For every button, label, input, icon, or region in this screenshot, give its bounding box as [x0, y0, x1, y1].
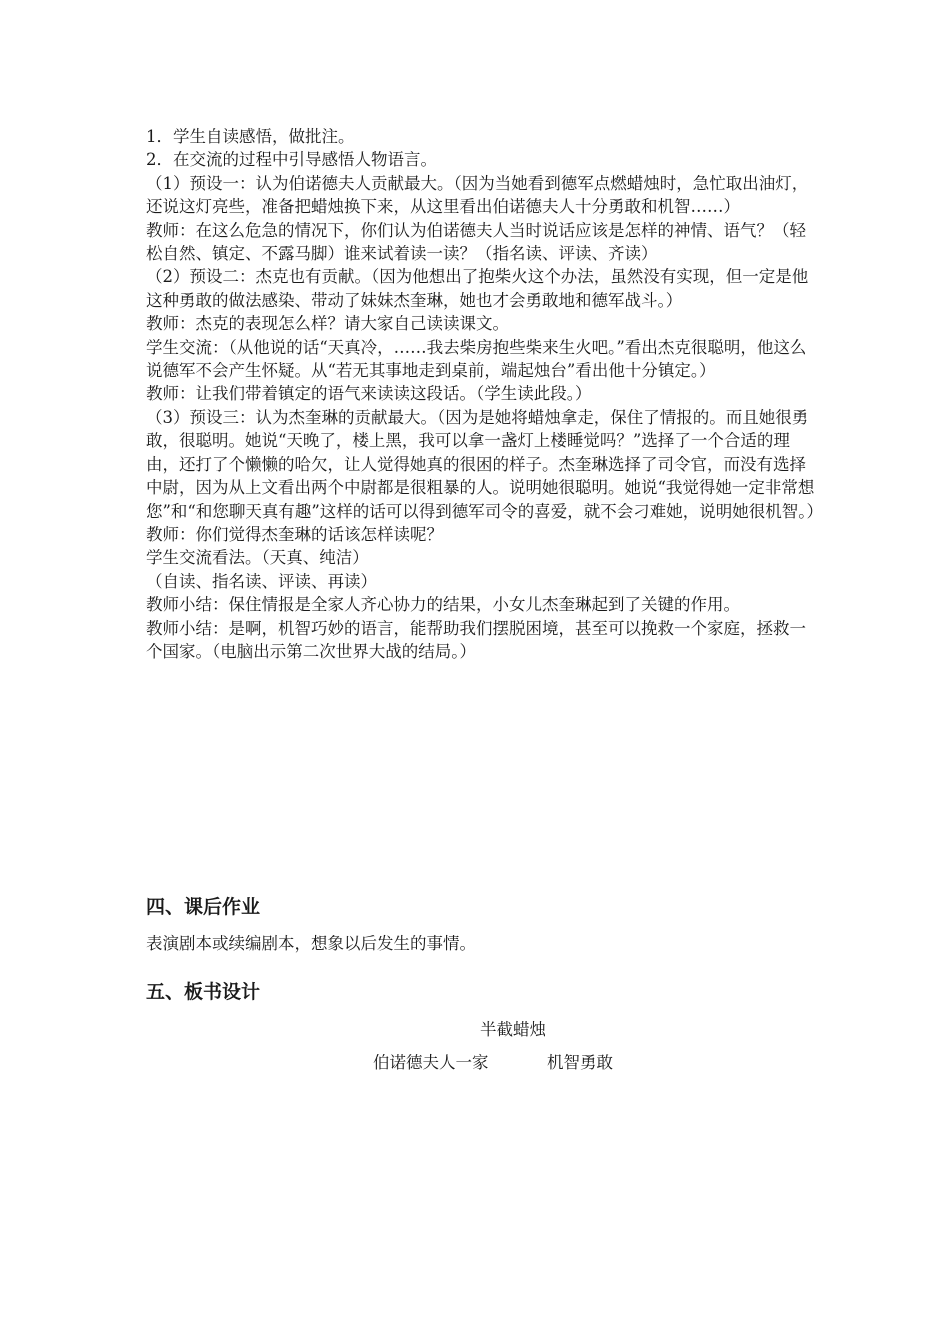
- board-title: 半截蜡烛: [480, 1020, 546, 1039]
- paragraph: 2．在交流的过程中引导感悟人物语言。: [146, 150, 437, 170]
- homework-heading: 四、课后作业: [146, 896, 261, 918]
- board-left-text: 伯诺德夫人一家: [373, 1053, 489, 1072]
- board-design-heading: 五、板书设计: [146, 981, 261, 1003]
- paragraph: 教师小结：是啊，机智巧妙的语言，能帮助我们摆脱困境，甚至可以挽救一个家庭，拯救一个国家。（电脑出示第二次世界大战的结局。）: [146, 618, 806, 661]
- paragraph: （3）预设三：认为杰奎琳的贡献最大。（因为是她将蜡烛拿走，保住了情报的。而且她很勇敢，很聪明。她说“天晚了，楼上黑，我可以拿一盏灯上楼睡觉吗？”选择了一个合适的理由，还打了个懒懒的哈欠，让人觉得她真的很困的样子。杰奎琳选择了司令官，而没有选择中尉，因为从上文看出两个中尉都是很粗暴的人。说明她很聪明。她说“我觉得她一定非常想您”和“和您聊天真有趣”这样的话可以得到德军司令的喜爱，就不会刁难她，说明她很机智。）: [146, 407, 824, 521]
- paragraph: （自读、指名读、评读、再读）: [146, 571, 377, 591]
- board-right-text: 机智勇敢: [547, 1053, 613, 1072]
- paragraph: 教师：杰克的表现怎么样？请大家自己读读课文。: [146, 314, 509, 334]
- paragraph: （1）预设一：认为伯诺德夫人贡献最大。（因为当她看到德军点燃蜡烛时，急忙取出油灯，还说这灯亮些，准备把蜡烛换下来，从这里看出伯诺德夫人十分勇敢和机智……）: [146, 173, 809, 217]
- paragraph: 教师：你们觉得杰奎琳的话该怎样读呢？: [146, 524, 443, 544]
- paragraph: 学生交流：（从他说的话“天真冷，……我去柴房抱些柴来生火吧。”看出杰克很聪明，他这么说德军不会产生怀疑。从“若无其事地走到桌前，端起烛台”看出他十分镇定。）: [146, 337, 807, 381]
- board-title-row: [0, 1018, 950, 1041]
- paragraph: 1．学生自读感悟，做批注。: [146, 127, 355, 146]
- homework-text: 表演剧本或续编剧本，想象以后发生的事情。: [146, 934, 476, 953]
- paragraph: 教师：在这么危急的情况下，你们认为伯诺德夫人当时说话应该是怎样的神情、语气？（轻松自然、镇定、不露马脚）谁来试着读一读？（指名读、评读、齐读）: [146, 220, 806, 264]
- paragraph: 教师：让我们带着镇定的语气来读读这段话。（学生读此段。）: [146, 384, 592, 404]
- paragraph: （2）预设二：杰克也有贡献。（因为他想出了抱柴火这个办法，虽然没有实现，但一定是他这种勇敢的做法感染、带动了妹妹杰奎琳，她也才会勇敢地和德军战斗。）: [146, 267, 809, 310]
- paragraph: 教师小结：保住情报是全家人齐心协力的结果，小女儿杰奎琳起到了关键的作用。: [146, 595, 740, 615]
- paragraph: 学生交流看法。（天真、纯洁）: [146, 548, 369, 568]
- lesson-body: [146, 125, 824, 663]
